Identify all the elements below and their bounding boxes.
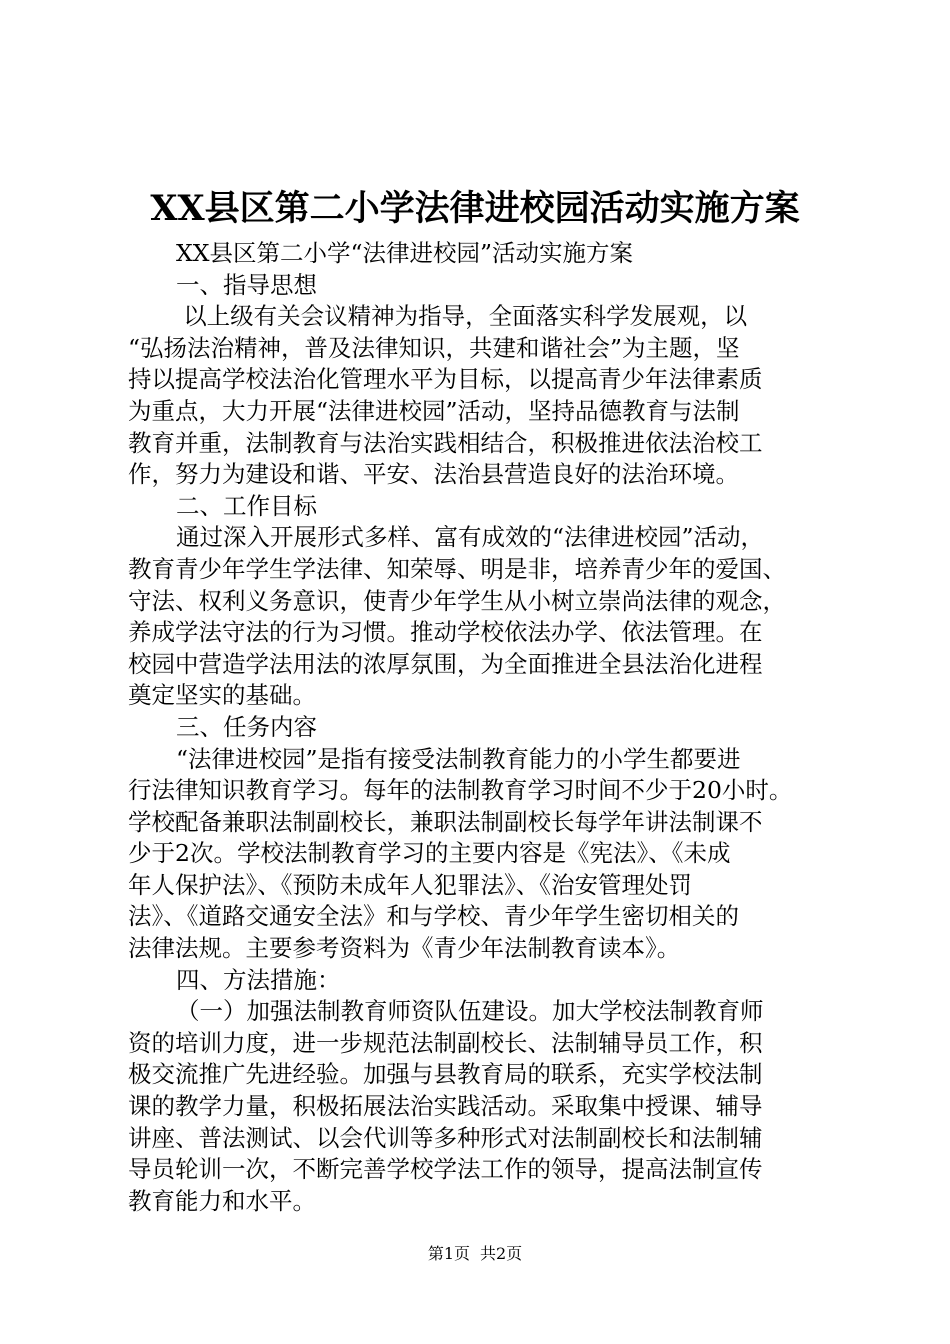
document-body	[128, 238, 834, 1217]
document-title: XX县区第二小学法律进校园活动实施方案	[150, 188, 800, 229]
text-line: （一）加强法制教育师资队伍建设。加大学校法制教育师	[176, 997, 764, 1026]
text-line: 守法、权利义务意识，使青少年学生从小树立崇尚法律的观念，	[128, 586, 786, 615]
text-line: “法律进校园”是指有接受法制教育能力的小学生都要进	[176, 744, 741, 773]
text-line: 四、方法措施：	[176, 965, 341, 994]
text-line: 二、工作目标	[176, 491, 317, 520]
text-line: 通过深入开展形式多样、富有成效的“法律进校园”活动，	[176, 523, 765, 552]
text-line: 少于2次。学校法制教育学习的主要内容是《宪法》、《未成	[128, 839, 731, 868]
text-line: 养成学法守法的行为习惯。推动学校依法办学、依法管理。在	[128, 618, 763, 647]
text-line: 讲座、普法测试、以会代训等多种形式对法制副校长和法制辅	[128, 1123, 763, 1152]
text-line: 教育并重，法制教育与法治实践相结合，积极推进依法治校工	[128, 428, 763, 457]
page-number: 第1页	[427, 1244, 470, 1263]
text-line: 课的教学力量，积极拓展法治实践活动。采取集中授课、辅导	[128, 1092, 763, 1121]
text-line: 法》、《道路交通安全法》和与学校、青少年学生密切相关的	[128, 902, 739, 931]
text-line: 年人保护法》、《预防未成年人犯罪法》、《治安管理处罚	[128, 870, 692, 899]
text-line: 奠定坚实的基础。	[128, 681, 316, 710]
text-line: “弘扬法治精神，普及法律知识，共建和谐社会”为主题，坚	[128, 333, 740, 362]
text-line: 行法律知识教育学习。每年的法制教育学习时间不少于20小时。	[128, 776, 793, 805]
text-line: 以上级有关会议精神为指导，全面落实科学发展观，以	[183, 302, 748, 331]
text-line: 教育能力和水平。	[128, 1186, 316, 1215]
text-line: XX县区第二小学“法律进校园”活动实施方案	[176, 239, 633, 267]
text-line: 导员轮训一次，不断完善学校学法工作的领导，提高法制宣传	[128, 1155, 763, 1184]
text-line: 作，努力为建设和谐、平安、法治县营造良好的法治环境。	[128, 460, 739, 489]
text-line: 一、指导思想	[176, 270, 317, 299]
text-line: 法律法规。主要参考资料为《青少年法制教育读本》。	[128, 934, 681, 963]
text-line: 极交流推广先进经验。加强与县教育局的联系，充实学校法制	[128, 1060, 763, 1089]
page-footer	[0, 1243, 950, 1265]
page-total: 共2页	[480, 1244, 523, 1263]
text-line: 教育青少年学生学法律、知荣辱、明是非，培养青少年的爱国、	[128, 554, 786, 583]
text-line: 持以提高学校法治化管理水平为目标，以提高青少年法律素质	[128, 365, 763, 394]
text-line: 学校配备兼职法制副校长，兼职法制副校长每学年讲法制课不	[128, 807, 763, 836]
text-line: 校园中营造学法用法的浓厚氛围，为全面推进全县法治化进程	[128, 649, 763, 678]
text-line: 资的培训力度，进一步规范法制副校长、法制辅导员工作，积	[128, 1028, 763, 1057]
text-line: 三、任务内容	[176, 712, 317, 741]
text-line: 为重点，大力开展“法律进校园”活动，坚持品德教育与法制	[128, 396, 740, 425]
